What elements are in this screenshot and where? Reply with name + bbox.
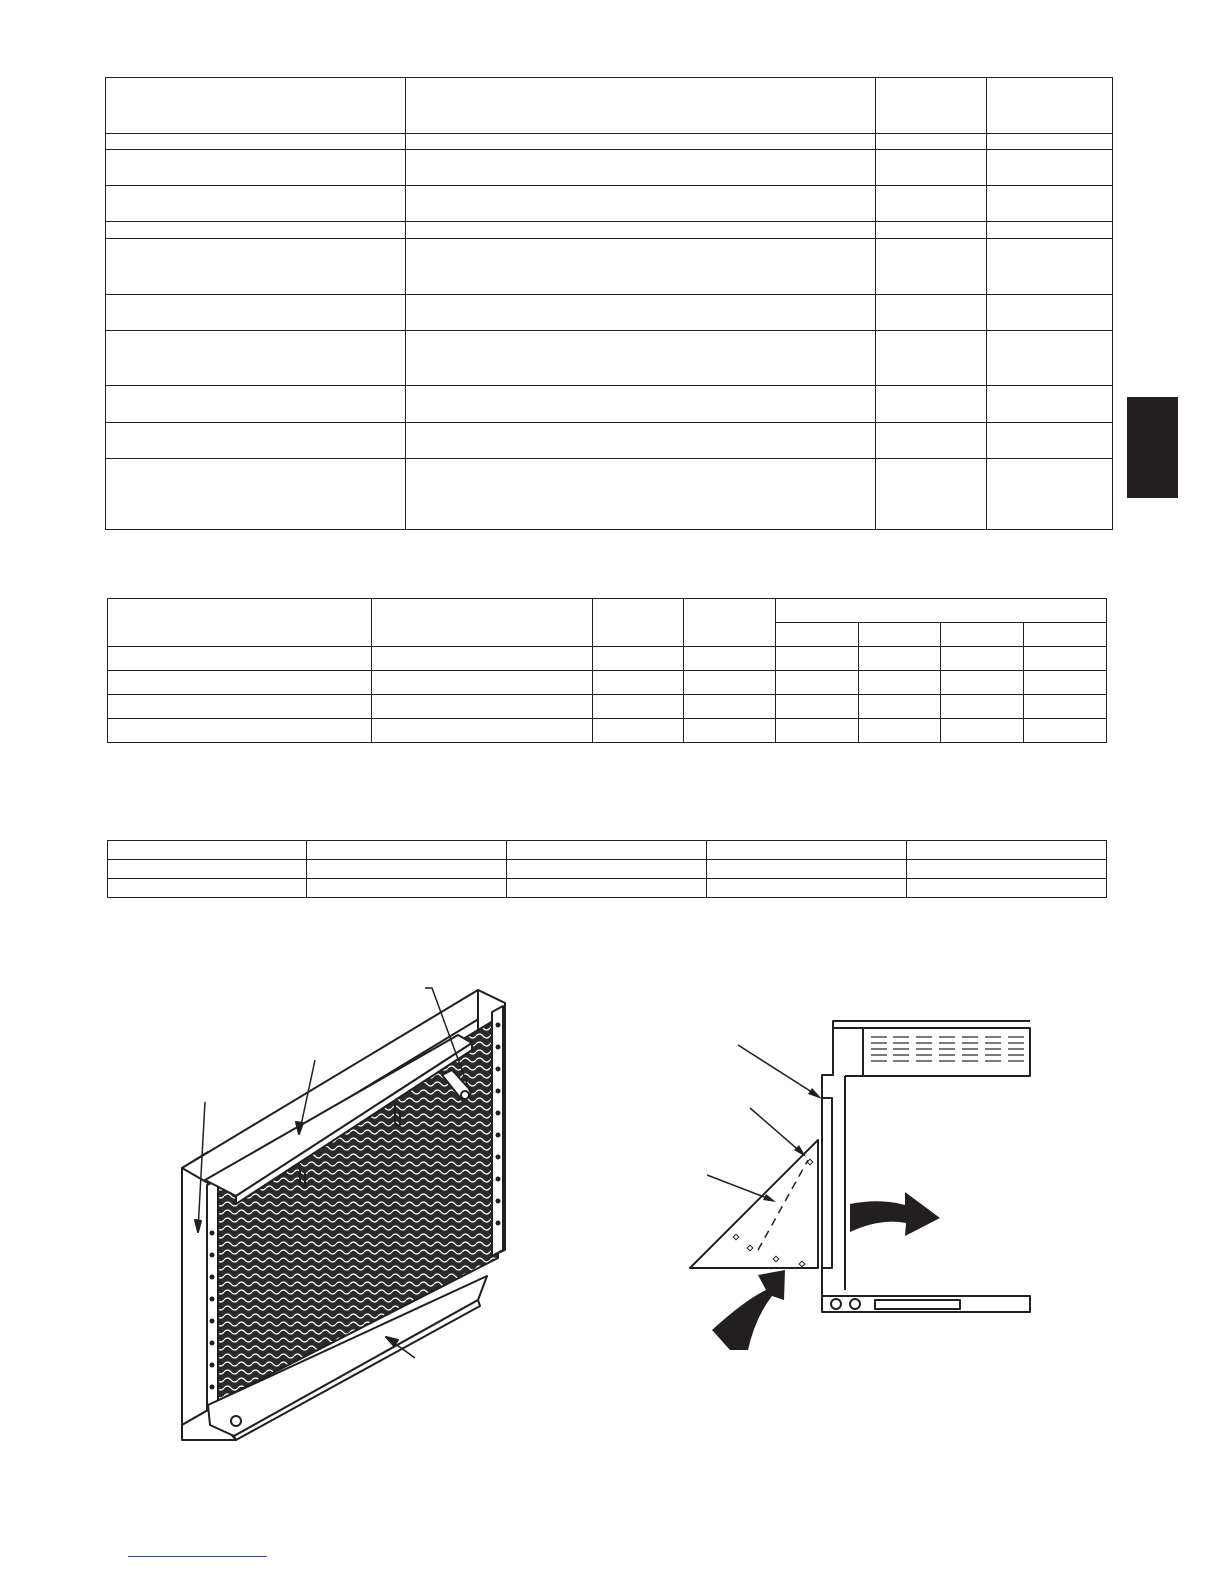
table-cell [106,78,406,134]
table-cell [406,386,876,423]
table-cell [406,186,876,222]
table-cell [593,671,684,695]
table-cell [987,386,1113,423]
table-cell [907,879,1107,898]
frame-hole [496,1199,501,1204]
table-row [106,331,1113,386]
table-row [106,239,1113,295]
frame-hole [210,1253,215,1258]
table-row [106,386,1113,423]
table-cell [941,695,1024,719]
table-cell [108,879,307,898]
table-cell [987,331,1113,386]
table-cell [859,695,941,719]
table-row [108,719,1107,743]
table-cell [372,671,593,695]
frame-right-post [492,1006,503,1256]
table-cell [876,295,987,331]
table-cell [707,879,907,898]
frame-hole [210,1385,215,1390]
airflow-in-arrow [712,1270,785,1350]
base-knob [831,1299,841,1309]
table-row [106,295,1113,331]
thumb-screw [231,1416,241,1426]
leader-arrowhead [808,1088,822,1099]
table-cell [106,239,406,295]
table-cell [876,222,987,239]
table-cell [106,459,406,530]
table-cell [859,647,941,671]
table-cell [876,134,987,150]
table-cell [876,386,987,423]
table-cell [776,623,859,647]
table-row [106,150,1113,186]
base-knob [850,1299,860,1309]
table-cell [406,423,876,459]
table-3-header-row [108,841,1107,860]
table-cell [108,647,372,671]
frame-hole [210,1231,215,1236]
table-cell [593,599,684,647]
table-cell [507,841,707,860]
table-cell [106,386,406,423]
table-cell [876,331,987,386]
table-cell [372,647,593,671]
table-cell [684,599,776,647]
table-cell [987,459,1113,530]
table-cell [876,239,987,295]
table-cell [593,695,684,719]
table-cell [1024,671,1107,695]
frame-hole [496,1045,501,1050]
table-1 [105,77,1113,530]
table-cell [1024,623,1107,647]
frame-hole [496,1155,501,1160]
table-cell [1024,647,1107,671]
leader-line [738,1045,818,1096]
frame-hole [496,1023,501,1028]
table-cell [108,719,372,743]
table-cell [859,671,941,695]
table-row [108,860,1107,879]
table-cell [106,423,406,459]
table-cell [987,222,1113,239]
frame-left-side [182,1152,208,1425]
table-cell [406,134,876,150]
table-row [106,423,1113,459]
latch-pin [461,1091,469,1099]
table-cell [987,150,1113,186]
table-row [108,879,1107,898]
table-cell [108,695,372,719]
frame-hole [496,1111,501,1116]
table-cell [1024,695,1107,719]
table-cell [372,695,593,719]
table-cell [941,719,1024,743]
table-2-header-row [108,599,1107,623]
table-cell [876,459,987,530]
filter-triangle [690,1140,818,1268]
table-cell [406,459,876,530]
frame-hole [210,1319,215,1324]
table-cell [707,841,907,860]
table-cell [593,647,684,671]
frame-hole [496,1089,501,1094]
table-cell [684,719,776,743]
frame-hole [210,1341,215,1346]
table-3 [107,840,1107,898]
table-cell [987,134,1113,150]
table-cell [859,719,941,743]
front-panel-strip [822,1098,832,1268]
filter-rack-illustration [170,980,520,1455]
table-row [106,459,1113,530]
table-row [108,671,1107,695]
table-cell [108,671,372,695]
table-cell [776,671,859,695]
table-cell [307,841,507,860]
table-cell [987,423,1113,459]
table-cell [406,295,876,331]
table-1-header-row [106,78,1113,134]
table-row [106,134,1113,150]
table-cell [941,623,1024,647]
table-cell [941,671,1024,695]
frame-hole [210,1275,215,1280]
table-cell [406,150,876,186]
table-cell [876,423,987,459]
table-row [108,647,1107,671]
table-cell [776,719,859,743]
frame-hole [496,1221,501,1226]
frame-hole [496,1067,501,1072]
table-cell [106,186,406,222]
table-row [108,695,1107,719]
table-cell [106,150,406,186]
table-cell [106,295,406,331]
base-slot [875,1300,960,1309]
table-cell [507,879,707,898]
table-cell [372,599,593,647]
table-cell [684,647,776,671]
table-cell [707,860,907,879]
table-cell [776,647,859,671]
table-cell [307,860,507,879]
table-cell [406,331,876,386]
table-cell [987,78,1113,134]
table-cell [776,695,859,719]
unit-side-view-illustration [680,1010,1040,1355]
table-cell [684,695,776,719]
table-cell [307,879,507,898]
table-cell [907,860,1107,879]
frame-hole [496,1177,501,1182]
table-group-header-cell [776,599,1107,623]
table-cell [987,186,1113,222]
airflow-out-arrow [850,1192,940,1236]
frame-hole [210,1297,215,1302]
section-tab-marker [1127,397,1178,498]
table-cell [106,331,406,386]
table-cell [406,78,876,134]
table-row [106,222,1113,239]
table-cell [507,860,707,879]
table-cell [372,719,593,743]
table-cell [106,222,406,239]
table-cell [907,841,1107,860]
leader-line [750,1108,803,1154]
table-cell [941,647,1024,671]
table-cell [406,222,876,239]
table-cell [876,78,987,134]
table-cell [684,671,776,695]
table-cell [406,239,876,295]
table-cell [987,239,1113,295]
table-row [106,186,1113,222]
table-2 [107,598,1107,743]
table-cell [108,860,307,879]
top-vent-panel [863,1028,1030,1076]
table-cell [106,134,406,150]
table-cell [876,186,987,222]
leader-line [707,1175,772,1200]
frame-hole [496,1133,501,1138]
table-cell [876,150,987,186]
footer-link[interactable] [128,1556,267,1557]
table-cell [108,599,372,647]
table-cell [859,623,941,647]
table-cell [987,295,1113,331]
frame-hole [210,1363,215,1368]
table-cell [108,841,307,860]
table-cell [593,719,684,743]
table-cell [1024,719,1107,743]
